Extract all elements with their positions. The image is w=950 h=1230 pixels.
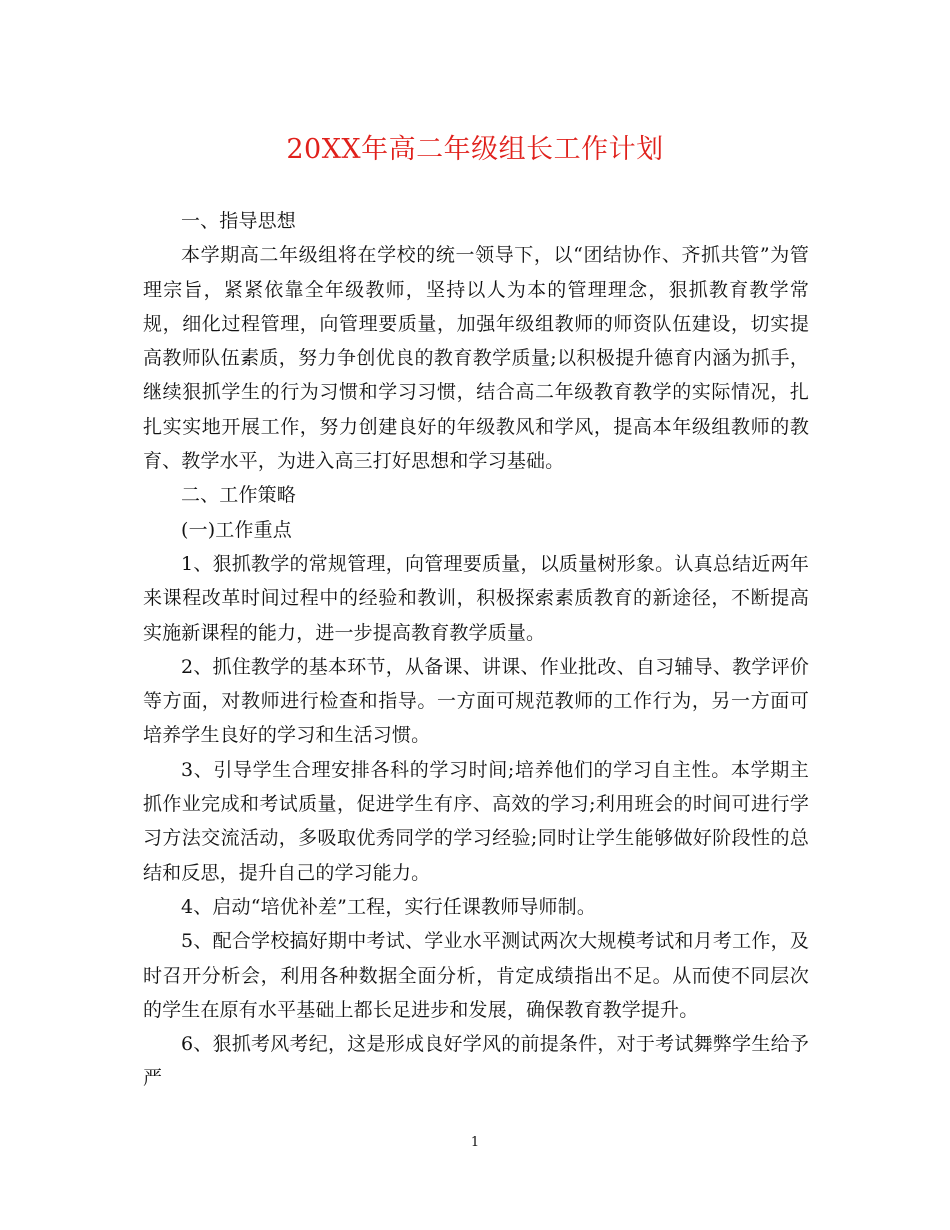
section-heading-guiding-ideology: 一、指导思想: [181, 210, 296, 232]
page-number: 1: [470, 1135, 480, 1150]
paragraph-item-4: 4、启动“培优补差”工程，实行任课教师导师制。: [181, 895, 596, 918]
subsection-heading-work-focus: (一)工作重点: [181, 518, 292, 541]
paragraph-item-6: 6、狠抓考风考纪，这是形成良好学风的前提条件，对于考试舞弊学生给予严: [143, 1033, 809, 1090]
paragraph-guiding-ideology: 本学期高二年级组将在学校的统一领导下，以“团结协作、齐抓共管”为管理宗旨，紧紧依靠全年级教师，坚持以人为本的管理理念，狠抓教育教学常规，细化过程管理，向管理要质量，加强年级组教师的师资队伍建设，切实提高教师队伍素质，努力争创优良的教育教学质量;以积极提升德育内涵为抓手，继续狠抓学生的行为习惯和学习习惯，结合高二年级教育教学的实际情况，扎扎实实地开展工作，努力创建良好的年级教风和学风，提高本年级组教师的教育、教学水平，为进入高三打好思想和学习基础。: [143, 244, 809, 473]
paragraph-item-1: 1、狠抓教学的常规管理，向管理要质量，以质量树形象。认真总结近两年来课程改革时间过程中的经验和教训，积极探索素质教育的新途径，不断提高实施新课程的能力，进一步提高教育教学质量。: [143, 552, 809, 644]
section-heading-work-strategy: 二、工作策略: [181, 484, 296, 507]
document-title: 20XX年高二年级组长工作计划: [286, 134, 664, 165]
paragraph-item-3: 3、引导学生合理安排各科的学习时间;培养他们的学习自主性。本学期主抓作业完成和考试质量，促进学生有序、高效的学习;利用班会的时间可进行学习方法交流活动，多吸取优秀同学的学习经验;同时让学生能够做好阶段性的总结和反思，提升自己的学习能力。: [143, 758, 809, 884]
document-body: [143, 204, 809, 1096]
paragraph-item-2: 2、抓住教学的基本环节，从备课、讲课、作业批改、自习辅导、教学评价等方面，对教师进行检查和指导。一方面可规范教师的工作行为，另一方面可培养学生良好的学习和生活习惯。: [143, 655, 809, 747]
paragraph-item-5: 5、配合学校搞好期中考试、学业水平测试两次大规模考试和月考工作，及时召开分析会，利用各种数据全面分析，肯定成绩指出不足。从而使不同层次的学生在原有水平基础上都长足进步和发展，确保教育教学提升。: [143, 930, 809, 1021]
